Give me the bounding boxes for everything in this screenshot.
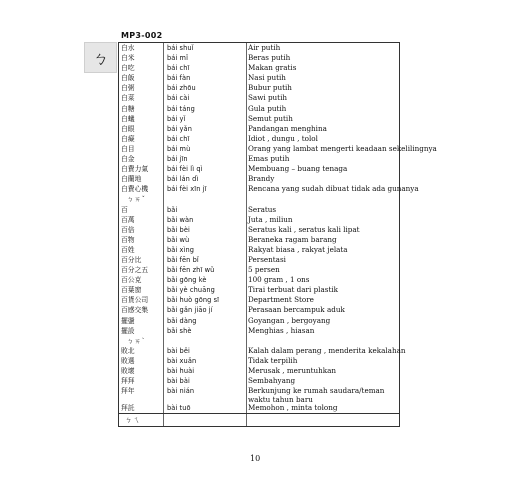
pinyin: bǎi gōng kè — [167, 276, 207, 285]
pinyin: bài huài — [167, 367, 195, 375]
page-number: 10 — [250, 454, 261, 463]
chinese-word: 拜年 — [121, 387, 135, 396]
pinyin: bǎi — [167, 205, 178, 214]
table-row — [119, 104, 399, 114]
table-row — [119, 366, 399, 376]
meaning: Persentasi — [248, 254, 286, 264]
meaning: Merusak , meruntuhkan — [248, 366, 337, 375]
pinyin: bǎi xìng — [167, 245, 195, 254]
pinyin: bái táng — [167, 104, 195, 113]
pinyin: bái cài — [167, 94, 190, 103]
meaning: Department Store — [248, 295, 314, 305]
meaning: Berkunjung ke rumah saudara/teman waktu tahun baru — [248, 386, 385, 404]
table-row — [119, 83, 399, 93]
table-row — [119, 305, 399, 315]
pinyin: bái fèi lì qì — [167, 165, 203, 174]
vocabulary-table — [118, 42, 437, 427]
meaning: Membuang – buang tenaga — [248, 164, 348, 174]
pinyin: bǎi fēn bǐ — [167, 255, 199, 264]
pinyin: bǎi wù — [167, 235, 190, 244]
pinyin: bái jīn — [167, 155, 188, 164]
pinyin: bái fàn — [167, 74, 191, 83]
chinese-word: 百葉窗 — [121, 286, 142, 295]
chinese-word: 百物 — [121, 235, 135, 244]
meaning: Seratus kali , seratus kali lipat — [248, 224, 360, 234]
meaning: Semut putih — [248, 113, 293, 123]
table-row — [119, 205, 399, 215]
meaning: Bubur putih — [248, 83, 292, 93]
chinese-word: 拜拜 — [121, 377, 135, 386]
meaning: Sembahyang — [248, 376, 296, 386]
chinese-word: 白粥 — [121, 84, 135, 93]
pinyin: bǎi fēn zhī wǔ — [167, 266, 215, 275]
section-header-label: ㄅㄞˋ — [127, 336, 146, 345]
meaning: Seratus — [248, 204, 277, 214]
table-row — [119, 235, 399, 245]
page-id: MP3-002 — [121, 31, 163, 40]
table-row — [119, 134, 399, 144]
table-row — [119, 295, 399, 305]
pinyin: bǎi bèi — [167, 225, 190, 234]
pinyin: bái lán dì — [167, 175, 199, 184]
chinese-word: 白費力氣 — [121, 165, 149, 174]
pinyin: bái shuǐ — [167, 44, 194, 52]
meaning: Goyangan , bergoyang — [248, 315, 331, 325]
table-row — [119, 255, 399, 265]
table-row — [119, 63, 399, 73]
meaning: Juta , miliun — [248, 214, 293, 224]
table-row — [119, 326, 399, 336]
meaning: Pandangan menghina — [248, 123, 327, 133]
chinese-word: 拜託 — [121, 404, 135, 413]
pinyin: bǎi shè — [167, 326, 192, 335]
chinese-word: 白費心機 — [121, 185, 149, 194]
table-row — [119, 124, 399, 134]
meaning: Beras putih — [248, 53, 291, 63]
chinese-word: 百 — [121, 205, 128, 214]
meaning: Menghias , hiasan — [248, 325, 315, 335]
meaning: Kalah dalam perang , menderita kekalahan — [248, 345, 406, 355]
pinyin: bǎi dàng — [167, 316, 197, 325]
meaning: Air putih — [248, 43, 281, 52]
meaning: 5 persen — [248, 265, 280, 275]
meaning: Rencana yang sudah dibuat tidak ada gunanya — [248, 184, 419, 194]
table-row — [119, 215, 399, 225]
pinyin: bǎi wàn — [167, 215, 194, 224]
table-row — [119, 403, 399, 413]
chinese-word: 白吃 — [121, 64, 135, 73]
bopomofo-tab: ㄅ — [84, 42, 117, 73]
table-row — [119, 73, 399, 83]
table-row — [119, 184, 419, 194]
section-header-label: ㄅㄟ — [125, 416, 141, 425]
chinese-word: 百感交集 — [121, 306, 149, 315]
pinyin: bài běi — [167, 346, 190, 355]
meaning: Makan gratis — [248, 63, 297, 73]
meaning: Nasi putih — [248, 73, 286, 83]
table-row — [119, 164, 399, 174]
chinese-word: 敗壞 — [121, 367, 135, 375]
section-header-row — [119, 413, 399, 426]
pinyin: bái chī — [167, 134, 190, 143]
table-row — [119, 43, 399, 53]
meaning: Brandy — [248, 174, 275, 184]
table-row — [119, 345, 406, 356]
table-row — [119, 174, 399, 184]
chinese-word: 白米 — [121, 54, 135, 63]
chinese-word: 白蟻 — [121, 114, 135, 123]
pinyin: bài nián — [167, 387, 195, 396]
meaning: Tirai terbuat dari plastik — [248, 285, 338, 295]
chinese-word: 百倍 — [121, 225, 135, 234]
meaning: Rakyat biasa , rakyat jelata — [248, 244, 348, 254]
chinese-word: 百公克 — [121, 276, 142, 285]
table-body — [119, 43, 437, 413]
section-header-label: ㄅㄞˇ — [127, 195, 146, 204]
pinyin: bài tuō — [167, 404, 191, 413]
chinese-word: 白飯 — [121, 74, 135, 83]
table-row — [119, 53, 399, 63]
chinese-word: 白糖 — [121, 104, 135, 113]
table-row — [119, 386, 399, 403]
chinese-word: 白菜 — [121, 94, 135, 103]
meaning: Sawi putih — [248, 93, 287, 103]
table-row — [119, 316, 399, 326]
table-row — [119, 265, 399, 275]
table-row — [119, 285, 399, 295]
chinese-word: 白蘭地 — [121, 175, 142, 184]
chinese-word: 白癡 — [121, 134, 135, 143]
pinyin: bái fèi xīn jī — [167, 185, 207, 194]
section-header-row — [119, 336, 399, 346]
table-row — [119, 154, 399, 164]
meaning: Memohon , minta tolong — [248, 403, 338, 413]
meaning: Emas putih — [248, 154, 290, 164]
chinese-word: 百姓 — [121, 245, 135, 254]
meaning: Perasaan bercampuk aduk — [248, 305, 345, 315]
chinese-word: 百分比 — [121, 255, 142, 264]
chinese-word: 擺盪 — [121, 316, 135, 325]
meaning: Gula putih — [248, 103, 287, 113]
table-row — [119, 245, 399, 255]
chinese-word: 敗北 — [121, 346, 135, 355]
meaning: Beraneka ragam barang — [248, 234, 337, 244]
table-row — [119, 356, 399, 366]
table-row — [119, 275, 399, 285]
meaning: Tidak terpilih — [248, 355, 298, 365]
chinese-word: 白水 — [121, 44, 135, 52]
chinese-word: 敗選 — [121, 356, 135, 365]
table-row — [119, 143, 437, 154]
pinyin: bái chī — [167, 64, 190, 73]
meaning: Orang yang lambat mengerti keadaan sekelilingnya — [248, 143, 437, 153]
pinyin: bái mù — [167, 144, 191, 153]
table-row — [119, 114, 399, 124]
pinyin: bǎi gǎn jiāo jí — [167, 306, 213, 315]
table-row — [119, 225, 399, 235]
pinyin: bái yǎn — [167, 124, 192, 133]
pinyin: bài xuǎn — [167, 356, 197, 365]
pinyin: bài bài — [167, 377, 190, 386]
pinyin: bái mǐ — [167, 54, 189, 63]
chinese-word: 白金 — [121, 155, 135, 164]
chinese-word: 百貨公司 — [121, 296, 149, 305]
chinese-word: 百萬 — [121, 215, 135, 224]
pinyin: bǎi yè chuāng — [167, 286, 215, 295]
section-header-row — [119, 194, 399, 204]
chinese-word: 擺設 — [121, 326, 135, 335]
pinyin: bǎi huò gōng sī — [167, 296, 220, 305]
meaning: 100 gram , 1 ons — [248, 275, 310, 285]
pinyin: bái zhōu — [167, 84, 196, 93]
pinyin: bái yǐ — [167, 114, 186, 123]
chinese-word: 白眼 — [121, 124, 135, 133]
chinese-word: 白目 — [121, 144, 135, 153]
table-row — [119, 376, 399, 386]
meaning: Idiot , dungu , tolol — [248, 133, 318, 143]
chinese-word: 百分之五 — [121, 266, 149, 275]
table-row — [119, 93, 399, 103]
